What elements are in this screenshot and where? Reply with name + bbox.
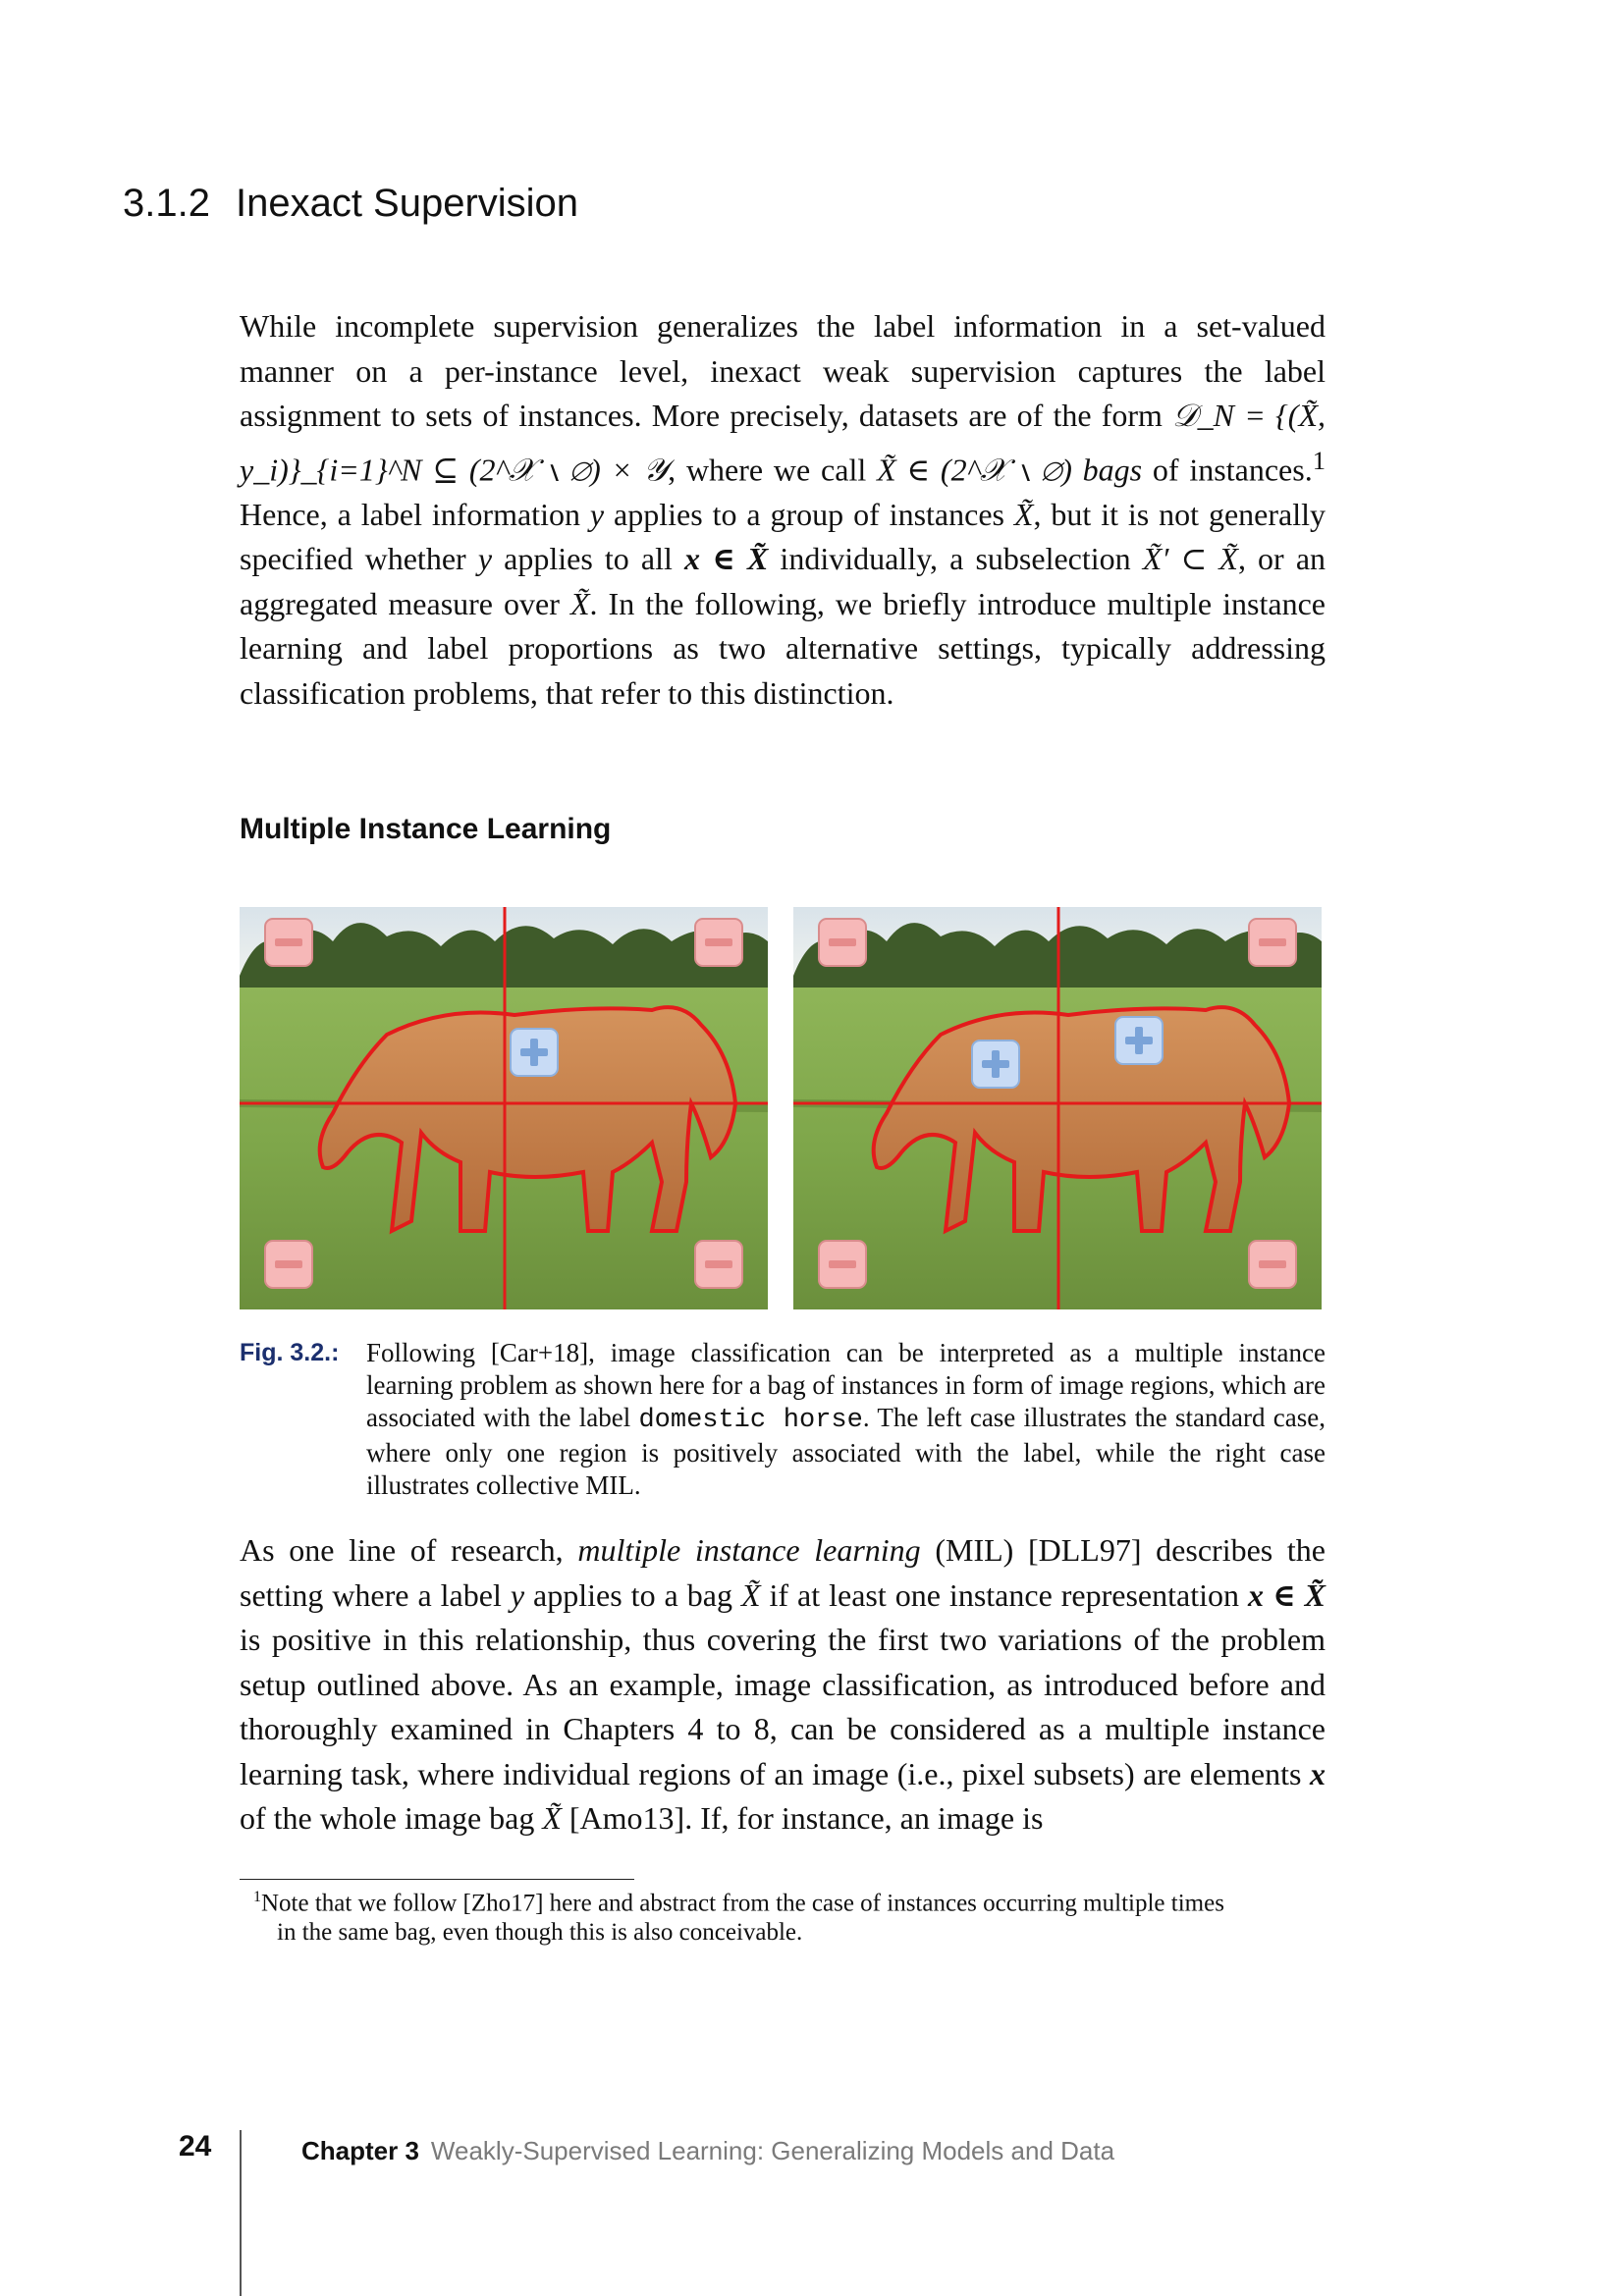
- math-bag: X̃: [569, 585, 590, 621]
- label-code: domestic horse: [638, 1406, 863, 1435]
- subsection-heading: Multiple Instance Learning: [240, 813, 612, 845]
- text: . The left case illustrates the standard case, where only one region is positively associated with the label, while the right case illustrates collective MIL.: [366, 1403, 1326, 1500]
- math-instance-in-bag: x ∈ X̃: [1248, 1576, 1326, 1613]
- math-y: y: [510, 1576, 525, 1613]
- math-bag: X̃: [740, 1576, 761, 1613]
- text: While incomplete supervision generalizes the label information in a set-valued manner on a per-instance level, inexact weak supervision captures the label assignment to sets of instances. More precisely, datasets are of the form: [240, 308, 1326, 433]
- chapter-title: Weakly-Supervised Learning: Generalizing Models and Data: [430, 2136, 1115, 2165]
- page-number: 24: [179, 2130, 212, 2163]
- text: As one line of research,: [240, 1532, 578, 1568]
- math-bag: X̃: [1013, 496, 1034, 532]
- text: , but it is not generally specified whether: [240, 496, 1326, 577]
- figure-caption: [240, 1337, 1326, 1502]
- text: . In the following, we briefly introduce multiple instance learning and label proportions as two alternative settings, typically addressing classification problems, that refer to this distinction.: [240, 585, 1326, 711]
- footnote-text: in the same bag, even though this is also conceivable.: [277, 1919, 803, 1947]
- footnote: [253, 1883, 1326, 1948]
- minus-icon: [1249, 1241, 1296, 1288]
- math-instance-in-bag: x ∈ X̃: [684, 541, 769, 577]
- chapter-label: Chapter 3: [301, 2136, 419, 2165]
- plus-icon: [972, 1041, 1019, 1088]
- math-dataset-definition: 𝒟_N = {(X̃, y_i)}_{i=1}^N ⊆ (2^𝒳 ∖ ∅) × 𝒴: [240, 398, 1326, 488]
- minus-icon: [819, 1241, 866, 1288]
- section-title: Inexact Supervision: [235, 182, 579, 225]
- math-bag-definition: X̃ ∈ (2^𝒳 ∖ ∅): [877, 452, 1072, 488]
- figure-image-right: [793, 907, 1322, 1309]
- text: Following [Car+18], image classification can be interpreted as a multiple instance learning problem as shown here for a bag of instances in form of image regions, which are associated with the label: [366, 1338, 1326, 1432]
- text: applies to all: [492, 541, 685, 577]
- footnote-mark: 1: [253, 1889, 261, 1905]
- plus-icon: [511, 1029, 558, 1076]
- minus-icon: [819, 919, 866, 966]
- figure-caption-text: [366, 1337, 1326, 1502]
- running-header: [301, 2136, 1114, 2166]
- minus-icon: [1249, 919, 1296, 966]
- math-y: y: [477, 541, 493, 577]
- emphasis-mil: multiple instance learning: [577, 1532, 921, 1568]
- text: , or an aggregated measure over: [240, 541, 1326, 621]
- footnote-reference[interactable]: 1: [1312, 445, 1326, 475]
- text: [1072, 452, 1083, 487]
- math-x: x: [1310, 1755, 1326, 1791]
- math-bag: X̃: [542, 1800, 562, 1836]
- footnote-divider: [240, 1879, 634, 1880]
- text: [Amo13]. If, for instance, an image is: [561, 1800, 1044, 1836]
- text: applies to a group of instances: [604, 496, 1014, 532]
- text: applies to a bag: [524, 1576, 741, 1613]
- text: , where we call: [668, 452, 878, 488]
- minus-icon: [265, 1241, 312, 1288]
- text: if at least one instance representation: [760, 1576, 1249, 1613]
- footer-divider: [240, 2130, 242, 2296]
- text: of instances.: [1142, 452, 1313, 488]
- paragraph-inexact-supervision: [240, 304, 1326, 716]
- text: Hence, a label information: [240, 496, 590, 532]
- plus-icon: [1115, 1017, 1163, 1064]
- math-subselection: X̃′ ⊂ X̃: [1142, 541, 1238, 577]
- minus-icon: [695, 919, 742, 966]
- text: is positive in this relationship, thus covering the first two variations of the problem setup outlined above. As an example, image classification, as introduced before and thoroughly examined in Chapters 4 to 8, can be considered as a multiple instance learning task, where individual regions of an image (i.e., pixel subsets) are elements: [240, 1622, 1326, 1791]
- text: of the whole image bag: [240, 1800, 543, 1836]
- emphasis-bags: bags: [1082, 452, 1143, 488]
- minus-icon: [265, 919, 312, 966]
- paragraph-multiple-instance-learning: [240, 1528, 1326, 1842]
- section-heading: [123, 182, 578, 226]
- footnote-text: Note that we follow [Zho17] here and abstract from the case of instances occurring multiple times: [261, 1890, 1224, 1917]
- text: individually, a subselection: [768, 541, 1143, 577]
- section-number: 3.1.2: [123, 182, 210, 225]
- figure-label: Fig. 3.2.:: [240, 1339, 340, 1366]
- figure-image-left: [240, 907, 768, 1309]
- text: (MIL) [DLL97] describes the setting where a label: [240, 1532, 1326, 1613]
- math-y: y: [589, 496, 605, 532]
- minus-icon: [695, 1241, 742, 1288]
